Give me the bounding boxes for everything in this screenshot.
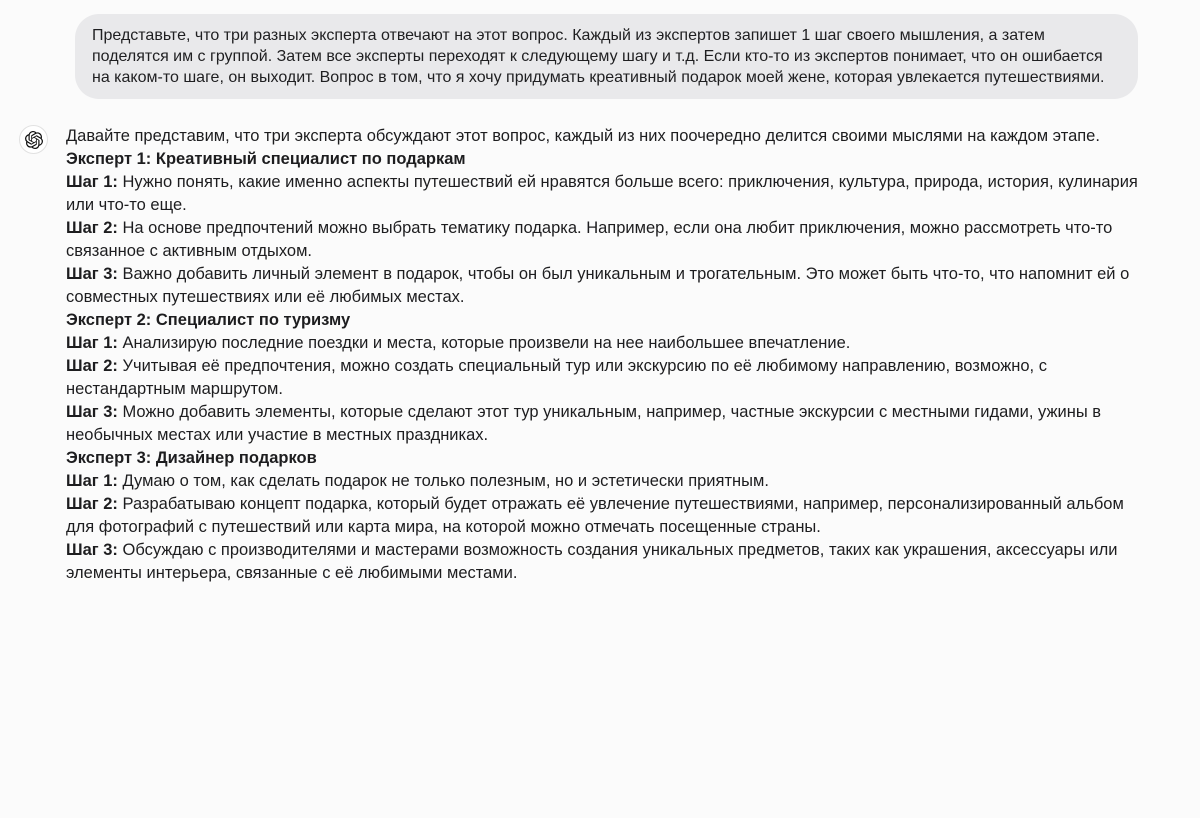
step-text: Разрабатываю концепт подарка, который будет отражать её увлечение путешествиями, например, персонализированный альбом для фотографий с путешествий или карта мира, на которой можно отмечать посещенные страны.	[66, 495, 1124, 536]
assistant-message	[0, 125, 1200, 585]
step-label: Шаг 2:	[66, 495, 118, 513]
expert-2-step-2	[66, 355, 1140, 401]
expert-1-heading: Эксперт 1: Креативный специалист по подаркам	[66, 150, 466, 168]
step-label: Шаг 1:	[66, 334, 118, 352]
user-message-text: Представьте, что три разных эксперта отвечают на этот вопрос. Каждый из экспертов запишет 1 шаг своего мышления, а затем поделятся им с группой. Затем все эксперты переходят к следующему шагу и т.д. Если кто-то из экспертов понимает, что он ошибается на каком-то шаге, он выходит. Вопрос в том, что я хочу придумать креативный подарок моей жене, которая увлекается путешествиями.	[92, 27, 1105, 86]
step-text: Анализирую последние поездки и места, которые произвели на нее наибольшее впечатление.	[122, 334, 851, 352]
step-label: Шаг 3:	[66, 541, 118, 559]
step-text: На основе предпочтений можно выбрать тематику подарка. Например, если она любит приключения, можно рассмотреть что-то связанное с активным отдыхом.	[66, 219, 1113, 260]
step-label: Шаг 2:	[66, 219, 118, 237]
step-text: Можно добавить элементы, которые сделают этот тур уникальным, например, частные экскурсии с местными гидами, ужины в необычных местах или участие в местных праздниках.	[66, 403, 1102, 444]
expert-2-heading: Эксперт 2: Специалист по туризму	[66, 311, 351, 329]
step-label: Шаг 1:	[66, 472, 118, 490]
expert-3-heading: Эксперт 3: Дизайнер подарков	[66, 449, 317, 467]
step-text: Важно добавить личный элемент в подарок, чтобы он был уникальным и трогательным. Это может быть что-то, что напомнит ей о совместных путешествиях или её любимых местах.	[66, 265, 1130, 306]
expert-2-step-1	[66, 332, 1140, 355]
step-text: Нужно понять, какие именно аспекты путешествий ей нравятся больше всего: приключения, культура, природа, история, кулинария или что-то еще.	[66, 173, 1138, 214]
expert-3-step-1	[66, 470, 1140, 493]
step-label: Шаг 3:	[66, 265, 118, 283]
step-text: Учитывая её предпочтения, можно создать специальный тур или экскурсию по её любимому направлению, возможно, с нестандартным маршрутом.	[66, 357, 1047, 398]
assistant-content	[66, 125, 1140, 585]
assistant-intro: Давайте представим, что три эксперта обсуждают этот вопрос, каждый из них поочередно делится своими мыслями на каждом этапе.	[66, 127, 1100, 145]
step-text: Думаю о том, как сделать подарок не только полезным, но и эстетически приятным.	[122, 472, 769, 490]
step-label: Шаг 1:	[66, 173, 118, 191]
assistant-avatar	[19, 125, 48, 154]
step-label: Шаг 2:	[66, 357, 118, 375]
expert-1-step-2	[66, 217, 1140, 263]
expert-1-step-3	[66, 263, 1140, 309]
expert-1-step-1	[66, 171, 1140, 217]
user-message	[0, 14, 1200, 99]
expert-3-step-3	[66, 539, 1140, 585]
step-label: Шаг 3:	[66, 403, 118, 421]
expert-2-step-3	[66, 401, 1140, 447]
user-message-bubble	[75, 14, 1138, 99]
openai-logo-icon	[25, 131, 43, 149]
expert-3-step-2	[66, 493, 1140, 539]
step-text: Обсуждаю с производителями и мастерами возможность создания уникальных предметов, таких как украшения, аксессуары или элементы интерьера, связанные с её любимыми местами.	[66, 541, 1118, 582]
